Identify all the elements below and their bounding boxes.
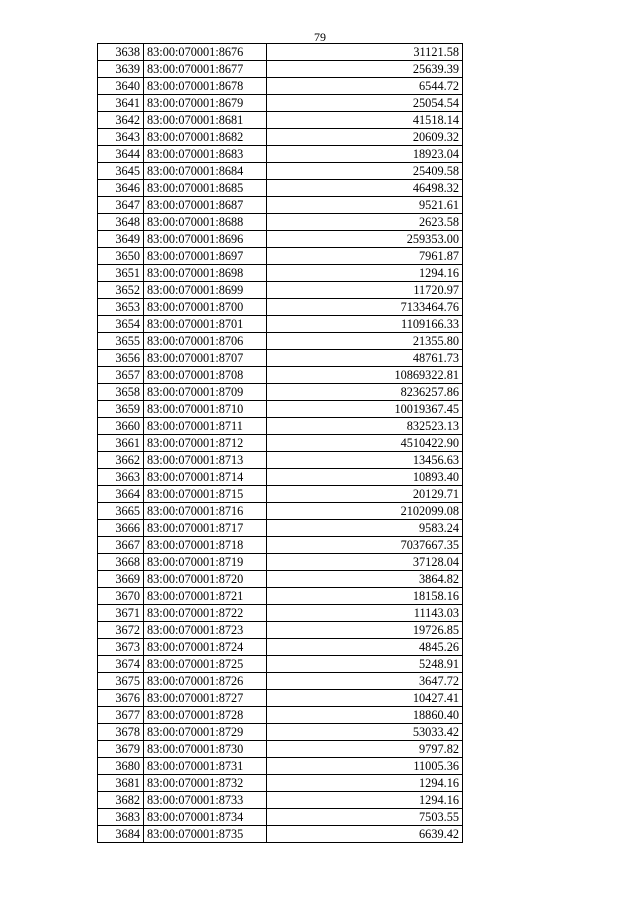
- cadastral-number-cell: 83:00:070001:8729: [144, 724, 267, 741]
- table-row: [98, 622, 463, 639]
- cadastral-number-cell: 83:00:070001:8708: [144, 367, 267, 384]
- row-number-cell: 3673: [98, 639, 144, 656]
- row-number-cell: 3664: [98, 486, 144, 503]
- cadastral-number-cell: 83:00:070001:8697: [144, 248, 267, 265]
- value-cell: 19726.85: [267, 622, 463, 639]
- value-cell: 10893.40: [267, 469, 463, 486]
- row-number-cell: 3674: [98, 656, 144, 673]
- cadastral-number-cell: 83:00:070001:8726: [144, 673, 267, 690]
- value-cell: 7503.55: [267, 809, 463, 826]
- cadastral-number-cell: 83:00:070001:8720: [144, 571, 267, 588]
- value-cell: 832523.13: [267, 418, 463, 435]
- cadastral-number-cell: 83:00:070001:8701: [144, 316, 267, 333]
- cadastral-number-cell: 83:00:070001:8699: [144, 282, 267, 299]
- table-row: [98, 724, 463, 741]
- value-cell: 6639.42: [267, 826, 463, 843]
- cadastral-number-cell: 83:00:070001:8721: [144, 588, 267, 605]
- row-number-cell: 3650: [98, 248, 144, 265]
- cadastral-number-cell: 83:00:070001:8683: [144, 146, 267, 163]
- row-number-cell: 3654: [98, 316, 144, 333]
- value-cell: 37128.04: [267, 554, 463, 571]
- cadastral-number-cell: 83:00:070001:8696: [144, 231, 267, 248]
- table-row: [98, 367, 463, 384]
- row-number-cell: 3683: [98, 809, 144, 826]
- table-row: [98, 588, 463, 605]
- table-row: [98, 333, 463, 350]
- table-body: [98, 44, 463, 843]
- row-number-cell: 3647: [98, 197, 144, 214]
- row-number-cell: 3643: [98, 129, 144, 146]
- cadastral-number-cell: 83:00:070001:8728: [144, 707, 267, 724]
- value-cell: 1109166.33: [267, 316, 463, 333]
- row-number-cell: 3682: [98, 792, 144, 809]
- table-row: [98, 129, 463, 146]
- row-number-cell: 3660: [98, 418, 144, 435]
- row-number-cell: 3648: [98, 214, 144, 231]
- table-row: [98, 554, 463, 571]
- table-row: [98, 95, 463, 112]
- cadastral-number-cell: 83:00:070001:8724: [144, 639, 267, 656]
- value-cell: 3864.82: [267, 571, 463, 588]
- cadastral-number-cell: 83:00:070001:8685: [144, 180, 267, 197]
- value-cell: 1294.16: [267, 265, 463, 282]
- cadastral-number-cell: 83:00:070001:8681: [144, 112, 267, 129]
- table-row: [98, 520, 463, 537]
- cadastral-number-cell: 83:00:070001:8688: [144, 214, 267, 231]
- table-row: [98, 112, 463, 129]
- table-row: [98, 350, 463, 367]
- cadastral-number-cell: 83:00:070001:8718: [144, 537, 267, 554]
- table-row: [98, 537, 463, 554]
- row-number-cell: 3662: [98, 452, 144, 469]
- table-row: [98, 673, 463, 690]
- row-number-cell: 3644: [98, 146, 144, 163]
- table-row: [98, 265, 463, 282]
- value-cell: 48761.73: [267, 350, 463, 367]
- value-cell: 4845.26: [267, 639, 463, 656]
- table-row: [98, 775, 463, 792]
- row-number-cell: 3669: [98, 571, 144, 588]
- row-number-cell: 3676: [98, 690, 144, 707]
- table-row: [98, 503, 463, 520]
- table-row: [98, 707, 463, 724]
- cadastral-number-cell: 83:00:070001:8727: [144, 690, 267, 707]
- cadastral-number-cell: 83:00:070001:8714: [144, 469, 267, 486]
- value-cell: 11143.03: [267, 605, 463, 622]
- table-row: [98, 197, 463, 214]
- value-cell: 25054.54: [267, 95, 463, 112]
- cadastral-number-cell: 83:00:070001:8700: [144, 299, 267, 316]
- cadastral-number-cell: 83:00:070001:8723: [144, 622, 267, 639]
- value-cell: 21355.80: [267, 333, 463, 350]
- cadastral-number-cell: 83:00:070001:8679: [144, 95, 267, 112]
- table-row: [98, 214, 463, 231]
- cadastral-number-cell: 83:00:070001:8698: [144, 265, 267, 282]
- value-cell: 259353.00: [267, 231, 463, 248]
- value-cell: 11720.97: [267, 282, 463, 299]
- table-row: [98, 809, 463, 826]
- table-row: [98, 605, 463, 622]
- table-row: [98, 78, 463, 95]
- page-number: 79: [314, 30, 326, 44]
- row-number-cell: 3651: [98, 265, 144, 282]
- row-number-cell: 3677: [98, 707, 144, 724]
- cadastral-number-cell: 83:00:070001:8678: [144, 78, 267, 95]
- value-cell: 11005.36: [267, 758, 463, 775]
- cadastral-value-table: [97, 43, 463, 843]
- row-number-cell: 3684: [98, 826, 144, 843]
- value-cell: 1294.16: [267, 792, 463, 809]
- cadastral-number-cell: 83:00:070001:8730: [144, 741, 267, 758]
- row-number-cell: 3679: [98, 741, 144, 758]
- row-number-cell: 3656: [98, 350, 144, 367]
- row-number-cell: 3657: [98, 367, 144, 384]
- table-row: [98, 486, 463, 503]
- cadastral-number-cell: 83:00:070001:8707: [144, 350, 267, 367]
- table-row: [98, 248, 463, 265]
- value-cell: 2102099.08: [267, 503, 463, 520]
- cadastral-number-cell: 83:00:070001:8677: [144, 61, 267, 78]
- row-number-cell: 3642: [98, 112, 144, 129]
- cadastral-number-cell: 83:00:070001:8709: [144, 384, 267, 401]
- table-row: [98, 571, 463, 588]
- row-number-cell: 3681: [98, 775, 144, 792]
- table-row: [98, 316, 463, 333]
- row-number-cell: 3653: [98, 299, 144, 316]
- table-row: [98, 163, 463, 180]
- value-cell: 10019367.45: [267, 401, 463, 418]
- row-number-cell: 3663: [98, 469, 144, 486]
- table-row: [98, 180, 463, 197]
- cadastral-number-cell: 83:00:070001:8710: [144, 401, 267, 418]
- cadastral-number-cell: 83:00:070001:8713: [144, 452, 267, 469]
- row-number-cell: 3668: [98, 554, 144, 571]
- value-cell: 41518.14: [267, 112, 463, 129]
- row-number-cell: 3680: [98, 758, 144, 775]
- row-number-cell: 3678: [98, 724, 144, 741]
- table-row: [98, 690, 463, 707]
- row-number-cell: 3665: [98, 503, 144, 520]
- cadastral-number-cell: 83:00:070001:8722: [144, 605, 267, 622]
- cadastral-number-cell: 83:00:070001:8725: [144, 656, 267, 673]
- row-number-cell: 3640: [98, 78, 144, 95]
- value-cell: 5248.91: [267, 656, 463, 673]
- table-row: [98, 61, 463, 78]
- table-row: [98, 452, 463, 469]
- table-row: [98, 231, 463, 248]
- table-row: [98, 44, 463, 61]
- value-cell: 3647.72: [267, 673, 463, 690]
- table-row: [98, 469, 463, 486]
- value-cell: 9521.61: [267, 197, 463, 214]
- cadastral-number-cell: 83:00:070001:8706: [144, 333, 267, 350]
- cadastral-number-cell: 83:00:070001:8682: [144, 129, 267, 146]
- value-cell: 25639.39: [267, 61, 463, 78]
- row-number-cell: 3658: [98, 384, 144, 401]
- cadastral-number-cell: 83:00:070001:8684: [144, 163, 267, 180]
- cadastral-number-cell: 83:00:070001:8731: [144, 758, 267, 775]
- row-number-cell: 3671: [98, 605, 144, 622]
- table-row: [98, 792, 463, 809]
- value-cell: 6544.72: [267, 78, 463, 95]
- row-number-cell: 3666: [98, 520, 144, 537]
- table-row: [98, 401, 463, 418]
- table-row: [98, 741, 463, 758]
- row-number-cell: 3661: [98, 435, 144, 452]
- cadastral-number-cell: 83:00:070001:8676: [144, 44, 267, 61]
- value-cell: 13456.63: [267, 452, 463, 469]
- cadastral-number-cell: 83:00:070001:8716: [144, 503, 267, 520]
- table-row: [98, 299, 463, 316]
- value-cell: 8236257.86: [267, 384, 463, 401]
- cadastral-number-cell: 83:00:070001:8711: [144, 418, 267, 435]
- cadastral-number-cell: 83:00:070001:8715: [144, 486, 267, 503]
- value-cell: 4510422.90: [267, 435, 463, 452]
- value-cell: 9583.24: [267, 520, 463, 537]
- cadastral-number-cell: 83:00:070001:8719: [144, 554, 267, 571]
- value-cell: 18860.40: [267, 707, 463, 724]
- row-number-cell: 3652: [98, 282, 144, 299]
- table-row: [98, 435, 463, 452]
- value-cell: 20129.71: [267, 486, 463, 503]
- cadastral-number-cell: 83:00:070001:8735: [144, 826, 267, 843]
- row-number-cell: 3667: [98, 537, 144, 554]
- value-cell: 20609.32: [267, 129, 463, 146]
- value-cell: 2623.58: [267, 214, 463, 231]
- row-number-cell: 3655: [98, 333, 144, 350]
- table-row: [98, 758, 463, 775]
- value-cell: 53033.42: [267, 724, 463, 741]
- value-cell: 25409.58: [267, 163, 463, 180]
- table-row: [98, 656, 463, 673]
- value-cell: 9797.82: [267, 741, 463, 758]
- table-row: [98, 282, 463, 299]
- row-number-cell: 3646: [98, 180, 144, 197]
- table-row: [98, 146, 463, 163]
- row-number-cell: 3641: [98, 95, 144, 112]
- row-number-cell: 3672: [98, 622, 144, 639]
- value-cell: 18923.04: [267, 146, 463, 163]
- value-cell: 7037667.35: [267, 537, 463, 554]
- cadastral-number-cell: 83:00:070001:8712: [144, 435, 267, 452]
- cadastral-number-cell: 83:00:070001:8732: [144, 775, 267, 792]
- row-number-cell: 3638: [98, 44, 144, 61]
- table-row: [98, 418, 463, 435]
- row-number-cell: 3675: [98, 673, 144, 690]
- row-number-cell: 3659: [98, 401, 144, 418]
- cadastral-number-cell: 83:00:070001:8687: [144, 197, 267, 214]
- table-row: [98, 826, 463, 843]
- value-cell: 10427.41: [267, 690, 463, 707]
- cadastral-number-cell: 83:00:070001:8717: [144, 520, 267, 537]
- value-cell: 1294.16: [267, 775, 463, 792]
- row-number-cell: 3645: [98, 163, 144, 180]
- value-cell: 46498.32: [267, 180, 463, 197]
- row-number-cell: 3649: [98, 231, 144, 248]
- row-number-cell: 3670: [98, 588, 144, 605]
- value-cell: 18158.16: [267, 588, 463, 605]
- table-row: [98, 384, 463, 401]
- value-cell: 31121.58: [267, 44, 463, 61]
- table-row: [98, 639, 463, 656]
- value-cell: 7133464.76: [267, 299, 463, 316]
- row-number-cell: 3639: [98, 61, 144, 78]
- value-cell: 7961.87: [267, 248, 463, 265]
- value-cell: 10869322.81: [267, 367, 463, 384]
- cadastral-number-cell: 83:00:070001:8734: [144, 809, 267, 826]
- cadastral-number-cell: 83:00:070001:8733: [144, 792, 267, 809]
